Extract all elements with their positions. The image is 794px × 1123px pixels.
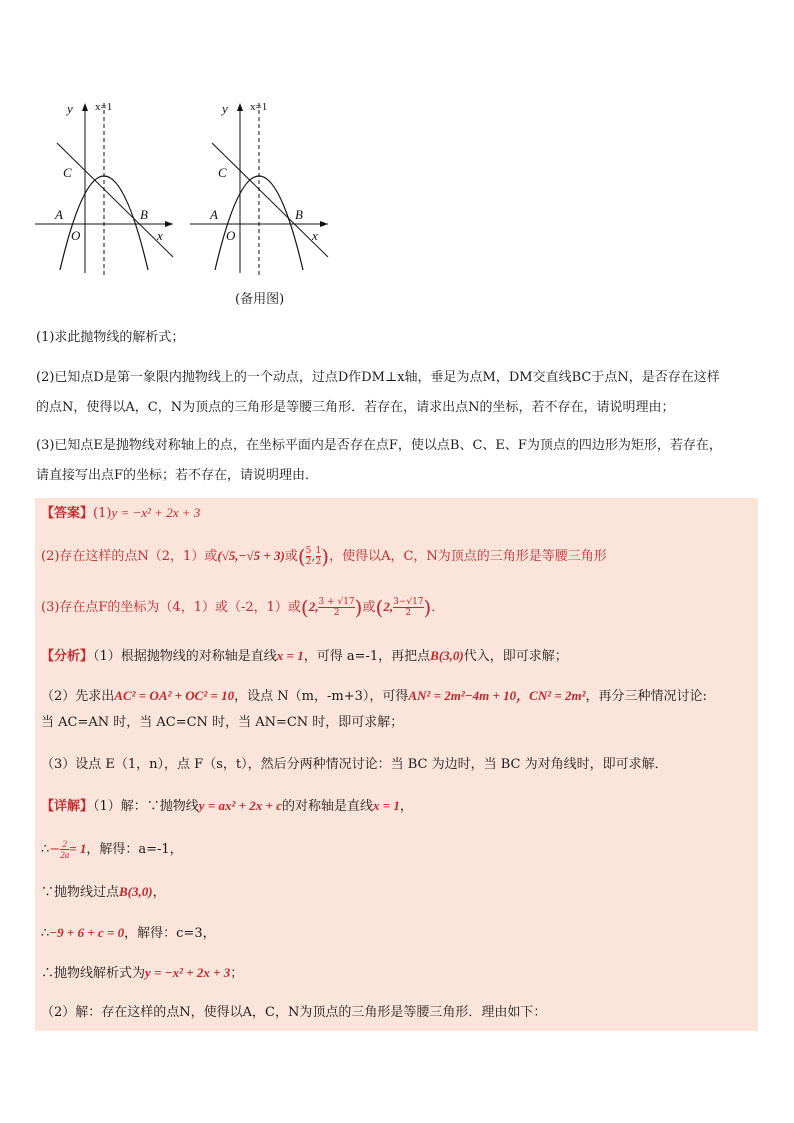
- label-o: O: [71, 228, 81, 243]
- label-b: B: [140, 207, 148, 222]
- label-y: y: [67, 101, 73, 116]
- parabola-figure-1: [35, 95, 180, 284]
- answer-2-comma: ,: [311, 549, 316, 564]
- answer-1-prefix: (1): [93, 506, 112, 521]
- detail-2-a: ∴: [41, 842, 50, 857]
- answer-2-frac-1: $\frac{5}{2}$: [305, 546, 312, 567]
- detail-1-eq: y = ax² + 2x + c: [198, 798, 282, 813]
- label-x: x: [157, 228, 163, 243]
- answer-2-paren-close: ): [321, 544, 330, 569]
- label-axis-eq: x=1: [250, 101, 268, 113]
- answer-3-paren-open-1: (: [300, 595, 309, 620]
- analysis-1-eq: x = 1: [276, 648, 304, 663]
- detail-line-4: [41, 921, 753, 946]
- detail-1-a: （1）解：∵抛物线: [93, 799, 199, 814]
- analysis-2-a: （2）先求出: [41, 689, 115, 704]
- label-a: A: [55, 207, 63, 222]
- analysis-1-a: （1）根据抛物线的对称轴是直线: [93, 649, 277, 664]
- question-3-line-2: 请直接写出点F的坐标；若不存在，请说明理由．: [36, 468, 319, 483]
- analysis-line-3: 当 AC=AN 时，当 AC=CN 时，当 AN=CN 时，即可求解；: [41, 715, 404, 730]
- analysis-1-c: 代入，即可求解；: [463, 649, 568, 664]
- question-2: [36, 363, 766, 423]
- answer-1-equation: y = −x² + 2x + 3: [111, 505, 201, 520]
- detail-3-b: ，: [152, 885, 166, 900]
- question-1: (1)求此抛物线的解析式；: [36, 330, 185, 345]
- analysis-line-2: [41, 684, 753, 709]
- detail-4-eq: −9 + 6 + c = 0: [49, 925, 125, 940]
- answer-2-prefix: (2)存在这样的点N（2，1）或: [41, 549, 218, 564]
- answer-line-2: [41, 544, 753, 569]
- answer-3-x: 2,: [308, 599, 319, 614]
- label-axis-eq: x=1: [95, 101, 113, 113]
- analysis-2-eq-2: AN² = 2m²−4m + 10，CN² = 2m²: [408, 688, 586, 703]
- answer-3-prefix: (3)存在点F的坐标为（4，1）或（-2，1）或: [41, 600, 301, 615]
- detail-tag: 【详解】: [41, 799, 94, 814]
- detail-1-b: 的对称轴是直线: [281, 799, 373, 814]
- answer-panel: [35, 498, 758, 1031]
- answer-tag: 【答案】: [41, 506, 94, 521]
- analysis-line-1: [41, 644, 753, 669]
- analysis-2-eq-1: AC² = OA² + OC² = 10: [114, 688, 235, 703]
- label-a: A: [210, 207, 218, 222]
- detail-1-c: ，: [399, 799, 413, 814]
- question-3: [36, 431, 766, 491]
- detail-line-2: [41, 837, 753, 862]
- label-o: O: [226, 228, 236, 243]
- answer-2-frac-2: $\frac{1}{2}$: [315, 546, 322, 567]
- analysis-1-point: B(3,0): [430, 648, 464, 663]
- answer-3-x-2: 2,: [383, 599, 394, 614]
- answer-3-paren-open-2: (: [375, 595, 384, 620]
- label-x: x: [312, 228, 318, 243]
- answer-3-frac-1: $\frac{3 + √17}{2}$: [318, 597, 355, 618]
- question-2-line-2: 的点N，使得以A，C，N为顶点的三角形是等腰三角形．若存在，请求出点N的坐标，若不存在，请说明理由；: [36, 400, 675, 415]
- analysis-2-c: ，再分三种情况讨论:: [585, 689, 707, 704]
- question-3-line-1: (3)已知点E是抛物线对称轴上的点，在坐标平面内是否存在点F，使以点B、C、E、F为顶点的四边形为矩形，若存在，: [36, 438, 722, 453]
- answer-2-paren-open: (: [297, 544, 306, 569]
- answer-3-end: ．: [431, 600, 445, 615]
- answer-line-1: [41, 501, 753, 526]
- answer-2-or: 或: [284, 549, 298, 564]
- detail-line-1: [41, 794, 753, 819]
- detail-5-a: ∴抛物线解析式为: [41, 966, 146, 981]
- answer-3-frac-2: $\frac{3-√17}{2}$: [393, 597, 424, 618]
- label-c: C: [218, 165, 227, 180]
- answer-2-suffix: ，使得以A，C，N为顶点的三角形是等腰三角形: [329, 549, 607, 564]
- analysis-1-b: ，可得 a=-1，再把点: [303, 649, 431, 664]
- parabola-figure-2: [190, 95, 335, 284]
- detail-2-minus: −: [49, 842, 61, 857]
- label-b: B: [295, 207, 303, 222]
- detail-2-frac: $\frac{2}{2a}$: [60, 839, 70, 860]
- detail-4-b: ，解得：c=3，: [124, 926, 216, 941]
- detail-line-3: [41, 880, 753, 905]
- label-y: y: [222, 101, 228, 116]
- detail-line-5: [41, 961, 753, 986]
- detail-5-eq: y = −x² + 2x + 3: [145, 965, 231, 980]
- analysis-2-b: ，设点 N（m，-m+3），可得: [234, 689, 409, 704]
- question-2-line-1: (2)已知点D是第一象限内抛物线上的一个动点，过点D作DM⊥x轴，垂足为点M，DM交直线BC于点N，是否存在这样: [36, 370, 720, 385]
- answer-3-paren-close-1: ): [354, 595, 363, 620]
- figure-caption: (备用图): [235, 292, 285, 307]
- analysis-line-4: （3）设点 E（1，n），点 F（s，t），然后分两种情况讨论：当 BC 为边时，当 BC 为对角线时，即可求解．: [41, 757, 668, 772]
- detail-3-a: ∵抛物线过点: [41, 885, 120, 900]
- label-c: C: [63, 165, 72, 180]
- detail-4-a: ∴: [41, 926, 50, 941]
- detail-1-eq-2: x = 1: [372, 798, 400, 813]
- answer-3-or: 或: [362, 600, 376, 615]
- detail-5-b: ；: [230, 966, 244, 981]
- answer-line-3: [41, 595, 753, 620]
- detail-line-6: （2）解：存在这样的点N，使得以A，C，N为顶点的三角形是等腰三角形．理由如下：: [41, 1005, 547, 1020]
- detail-2-c: ，解得：a=-1，: [86, 842, 183, 857]
- answer-2-point: (√5,−√5 + 3): [217, 548, 285, 563]
- analysis-tag: 【分析】: [41, 649, 94, 664]
- answer-3-paren-close-2: ): [423, 595, 432, 620]
- detail-2-eq: = 1: [69, 841, 87, 856]
- detail-3-point: B(3,0): [119, 884, 153, 899]
